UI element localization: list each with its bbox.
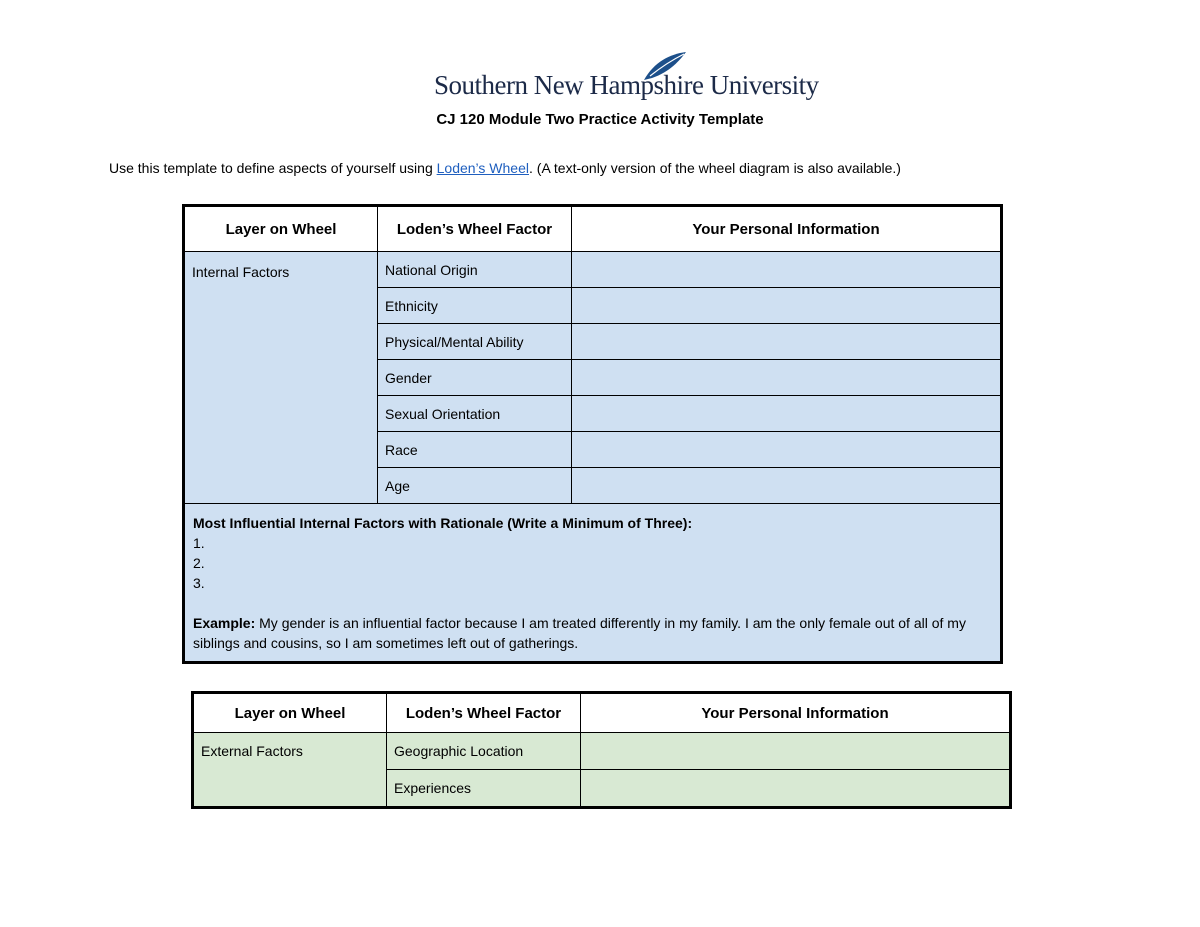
example-paragraph	[193, 613, 992, 653]
factor-physical-mental-ability: Physical/Mental Ability	[378, 324, 572, 360]
factor-geographic-location: Geographic Location	[387, 733, 581, 770]
info-experiences[interactable]	[581, 770, 1011, 808]
info-age[interactable]	[572, 468, 1002, 504]
factor-age: Age	[378, 468, 572, 504]
info-race[interactable]	[572, 432, 1002, 468]
example-label: Example:	[193, 615, 256, 631]
info-national-origin[interactable]	[572, 252, 1002, 288]
factor-gender: Gender	[378, 360, 572, 396]
header-layer-on-wheel: Layer on Wheel	[184, 206, 378, 252]
header-wheel-factor: Loden’s Wheel Factor	[387, 693, 581, 733]
factor-race: Race	[378, 432, 572, 468]
header-personal-information: Your Personal Information	[581, 693, 1011, 733]
info-sexual-orientation[interactable]	[572, 396, 1002, 432]
layer-internal-factors: Internal Factors	[184, 252, 378, 504]
header-personal-information: Your Personal Information	[572, 206, 1002, 252]
rationale-heading: Most Influential Internal Factors with Rationale (Write a Minimum of Three):	[193, 515, 693, 531]
factor-ethnicity: Ethnicity	[378, 288, 572, 324]
intro-text: Use this template to define aspects of yourself using	[109, 160, 437, 176]
factor-experiences: Experiences	[387, 770, 581, 808]
logo-text: Southern New Hampshire University	[434, 70, 819, 100]
document-title: CJ 120 Module Two Practice Activity Template	[436, 111, 764, 128]
internal-factors-table	[182, 204, 1003, 664]
info-gender[interactable]	[572, 360, 1002, 396]
example-text: My gender is an influential factor because I am treated differently in my family. I am the only female out of all of my siblings and cousins, so I am sometimes left out of gatherings.	[193, 615, 966, 651]
rationale-section[interactable]	[184, 504, 1002, 663]
info-ethnicity[interactable]	[572, 288, 1002, 324]
info-physical-mental-ability[interactable]	[572, 324, 1002, 360]
header-wheel-factor: Loden’s Wheel Factor	[378, 206, 572, 252]
header-layer-on-wheel: Layer on Wheel	[193, 693, 387, 733]
intro-paragraph	[109, 160, 901, 176]
rationale-item-1: 1.	[193, 535, 205, 551]
lodens-wheel-link[interactable]: Loden’s Wheel	[436, 160, 529, 176]
factor-sexual-orientation: Sexual Orientation	[378, 396, 572, 432]
rationale-item-2: 2.	[193, 555, 205, 571]
factor-national-origin: National Origin	[378, 252, 572, 288]
rationale-item-3: 3.	[193, 575, 205, 591]
snhu-logo	[434, 50, 819, 106]
external-factors-table	[191, 691, 1012, 809]
intro-text-after: . (A text-only version of the wheel diagram is also available.)	[529, 160, 901, 176]
layer-external-factors: External Factors	[193, 733, 387, 808]
info-geographic-location[interactable]	[581, 733, 1011, 770]
